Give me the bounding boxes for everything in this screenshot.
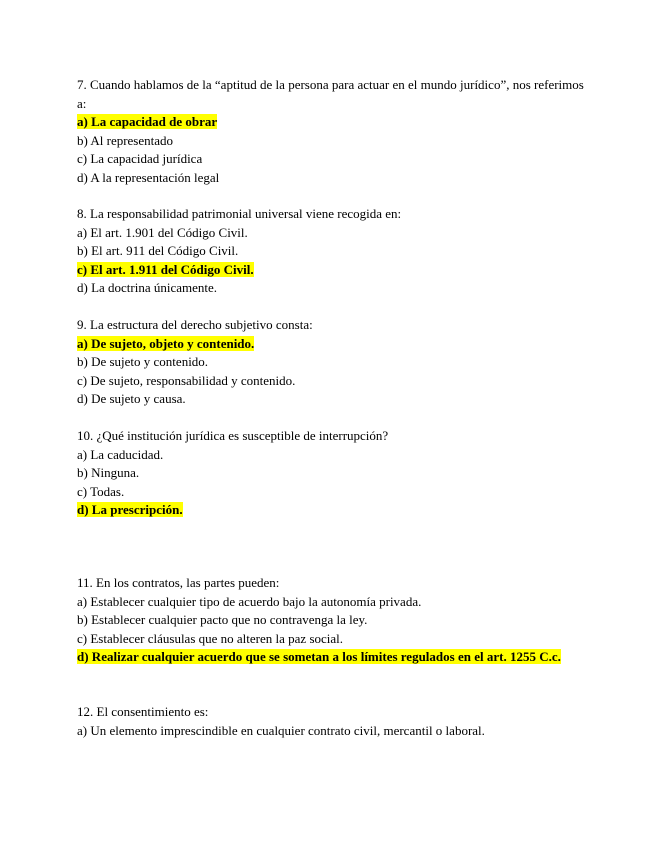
question-7 (77, 76, 587, 187)
question-text: 9. La estructura del derecho subjetivo consta: (77, 317, 313, 332)
answer-option-correct (77, 113, 587, 132)
question-text: 10. ¿Qué institución jurídica es susceptible de interrupción? (77, 428, 389, 443)
answer-option-correct (77, 501, 587, 520)
highlighted-answer: c) El art. 1.911 del Código Civil. (77, 261, 254, 277)
answer-option: b) De sujeto y contenido. (77, 354, 209, 369)
answer-option: a) Establecer cualquier tipo de acuerdo bajo la autonomía privada. (77, 593, 422, 609)
answer-option: c) Establecer cláusulas que no alteren la paz social. (77, 630, 344, 646)
answer-option-correct (77, 261, 587, 280)
answer-option: c) La capacidad jurídica (77, 151, 203, 166)
answer-option: b) El art. 911 del Código Civil. (77, 243, 239, 258)
highlighted-answer: a) De sujeto, objeto y contenido. (77, 335, 255, 351)
answer-option: b) Ninguna. (77, 465, 140, 480)
answer-option: a) La caducidad. (77, 446, 164, 462)
answer-option: c) Todas. (77, 483, 125, 499)
answer-option: c) De sujeto, responsabilidad y contenido. (77, 372, 296, 388)
answer-option: b) Al representado (77, 132, 174, 148)
answer-option-correct (77, 648, 587, 667)
question-10 (77, 427, 587, 520)
question-text: 12. El consentimiento es: (77, 704, 209, 719)
answer-option-correct (77, 335, 587, 354)
highlighted-answer: a) La capacidad de obrar (77, 114, 218, 129)
highlighted-answer: d) La prescripción. (77, 502, 183, 517)
question-12 (77, 703, 587, 740)
question-9 (77, 316, 587, 409)
answer-option: d) La doctrina únicamente. (77, 280, 218, 295)
question-text: 11. En los contratos, las partes pueden: (77, 575, 280, 590)
question-text: 7. Cuando hablamos de la “aptitud de la persona para actuar en el mundo jurídico”, nos referimos a: (77, 77, 584, 111)
question-11 (77, 574, 587, 667)
highlighted-answer: d) Realizar cualquier acuerdo que se sometan a los límites regulados en el art. 1255 C.c. (77, 649, 561, 664)
question-text: 8. La responsabilidad patrimonial universal viene recogida en: (77, 206, 402, 221)
answer-option: b) Establecer cualquier pacto que no contravenga la ley. (77, 612, 368, 627)
answer-option: a) Un elemento imprescindible en cualquier contrato civil, mercantil o laboral. (77, 722, 485, 738)
answer-option: d) A la representación legal (77, 169, 220, 185)
answer-option: a) El art. 1.901 del Código Civil. (77, 224, 248, 240)
answer-option: d) De sujeto y causa. (77, 391, 186, 406)
question-8 (77, 205, 587, 298)
